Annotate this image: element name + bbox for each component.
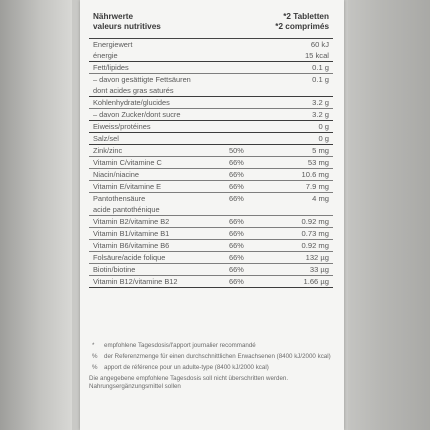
- nutrient-amount: [273, 157, 333, 169]
- reference-percent: [225, 97, 273, 109]
- nutrient-row: [89, 157, 333, 169]
- nutrient-name: [89, 181, 225, 193]
- footnote-2: [89, 353, 333, 361]
- nutrient-amount-line: 4 mg: [312, 194, 329, 203]
- nutrient-amount-line: 0.1 g: [312, 63, 329, 72]
- nutrient-name-line: Fett/lipides: [93, 63, 129, 72]
- nutrient-amount-line: 132 µg: [305, 253, 329, 262]
- nutrient-amount-line: 60 kJ: [310, 40, 329, 49]
- nutrient-name: [89, 62, 225, 74]
- nutrient-amount-line: 15 kcal: [304, 51, 329, 60]
- reference-percent: 50%: [225, 145, 273, 157]
- nutrient-amount: [273, 97, 333, 109]
- nutrient-amount-line: 33 µg: [309, 265, 329, 274]
- header-left-line2: valeurs nutritives: [93, 22, 161, 31]
- nutrient-row: [89, 276, 333, 288]
- nutrient-name: [89, 157, 225, 169]
- reference-percent: 66%: [225, 169, 273, 181]
- nutrient-amount: [273, 62, 333, 74]
- table-header: [89, 10, 333, 39]
- nutrient-name-line: Vitamin C/vitamine C: [93, 158, 162, 167]
- nutrient-row: [89, 228, 333, 240]
- nutrient-row: [89, 121, 333, 133]
- nutrient-row: [89, 169, 333, 181]
- nutrient-name: [89, 276, 225, 288]
- nutrient-name-line: Vitamin E/vitamine E: [93, 182, 162, 191]
- nutrient-name-line: Vitamin B6/vitamine B6: [93, 241, 170, 250]
- nutrient-amount: [273, 252, 333, 264]
- nutrient-amount: [273, 74, 333, 97]
- reference-percent: [225, 74, 273, 97]
- nutrient-row: [89, 39, 333, 62]
- nutrient-row: [89, 252, 333, 264]
- reference-percent: 66%: [225, 157, 273, 169]
- nutrient-name-line: acide pantothénique: [93, 205, 160, 214]
- nutrient-amount-line: 0 g: [318, 134, 329, 143]
- nutrient-name: [89, 133, 225, 145]
- reference-percent: [225, 109, 273, 121]
- reference-percent: 66%: [225, 252, 273, 264]
- footnote-text: empfohlene Tagesdosis/l'apport journalier recommandé: [104, 342, 256, 349]
- nutrition-table: [89, 39, 333, 288]
- background-right-edge: [348, 0, 430, 430]
- nutrient-name: [89, 74, 225, 97]
- reference-percent: [225, 133, 273, 145]
- nutrient-name: [89, 39, 225, 62]
- nutrient-row: [89, 145, 333, 157]
- nutrient-row: [89, 181, 333, 193]
- reference-percent: 66%: [225, 216, 273, 228]
- nutrient-name-line: dont acides gras saturés: [93, 86, 174, 95]
- nutrient-amount-line: 0.73 mg: [301, 229, 329, 238]
- nutrient-name-line: – davon Zucker/dont sucre: [93, 110, 181, 119]
- nutrient-row: [89, 97, 333, 109]
- nutrient-name: [89, 193, 225, 216]
- nutrient-name: [89, 109, 225, 121]
- nutrient-amount-line: 1.66 µg: [303, 277, 329, 286]
- header-right-line2: *2 comprimés: [275, 22, 329, 31]
- reference-percent: [225, 121, 273, 133]
- nutrient-name-line: Pantothensäure: [93, 194, 146, 203]
- nutrient-name-line: – davon gesättigte Fettsäuren: [93, 75, 191, 84]
- nutrient-amount-line: 10.6 mg: [301, 170, 329, 179]
- nutrient-name: [89, 264, 225, 276]
- nutrient-amount: [273, 264, 333, 276]
- nutrient-amount: [273, 133, 333, 145]
- nutrient-name: [89, 121, 225, 133]
- nutrient-name-line: Zink/zinc: [93, 146, 123, 155]
- nutrient-name: [89, 97, 225, 109]
- nutrient-name: [89, 228, 225, 240]
- header-right-line1: *2 Tabletten: [283, 12, 329, 21]
- reference-percent: 66%: [225, 193, 273, 216]
- nutrition-table-panel: [89, 10, 333, 288]
- nutrient-name-line: Vitamin B12/vitamine B12: [93, 277, 178, 286]
- nutrient-amount: [273, 181, 333, 193]
- reference-percent: 66%: [225, 240, 273, 252]
- reference-percent: [225, 62, 273, 74]
- nutrient-amount-line: 0.1 g: [312, 75, 329, 84]
- nutrient-amount: [273, 145, 333, 157]
- nutrient-name: [89, 240, 225, 252]
- nutrient-name-line: Salz/sel: [93, 134, 119, 143]
- reference-percent: 66%: [225, 276, 273, 288]
- nutrient-name-line: Eiweiss/protéines: [93, 122, 151, 131]
- nutrient-row: [89, 193, 333, 216]
- nutrition-label: [80, 0, 344, 430]
- footnote-3: [89, 364, 333, 372]
- footnote-1: [89, 342, 333, 350]
- nutrient-name-line: Vitamin B1/vitamine B1: [93, 229, 170, 238]
- nutrient-row: [89, 74, 333, 97]
- nutrient-amount: [273, 121, 333, 133]
- nutrient-row: [89, 264, 333, 276]
- nutrient-amount-line: 0 g: [318, 122, 329, 131]
- footnote-mark: %: [92, 364, 98, 371]
- nutrient-name-line: Niacin/niacine: [93, 170, 140, 179]
- reference-percent: 66%: [225, 228, 273, 240]
- nutrient-amount: [273, 228, 333, 240]
- reference-percent: [225, 39, 273, 62]
- nutrient-amount-line: 3.2 g: [312, 98, 329, 107]
- nutrient-amount-line: 53 mg: [307, 158, 329, 167]
- nutrient-name-line: Energiewert: [93, 40, 133, 49]
- nutrient-amount: [273, 240, 333, 252]
- footnote-mark: *: [92, 342, 95, 349]
- nutrient-amount-line: 0.92 mg: [301, 241, 329, 250]
- nutrient-name: [89, 252, 225, 264]
- nutrient-amount-line: 3.2 g: [312, 110, 329, 119]
- nutrition-rows: [89, 39, 333, 288]
- nutrient-name: [89, 169, 225, 181]
- footnote-mark: %: [92, 353, 98, 360]
- nutrient-amount-line: 0.92 mg: [301, 217, 329, 226]
- header-left-line1: Nährwerte: [93, 12, 134, 21]
- nutrient-amount: [273, 276, 333, 288]
- nutrient-row: [89, 240, 333, 252]
- nutrient-amount-line: 7.9 mg: [305, 182, 329, 191]
- nutrient-row: [89, 216, 333, 228]
- nutrient-name-line: Biotin/biotine: [93, 265, 136, 274]
- nutrient-amount: [273, 109, 333, 121]
- nutrient-amount: [273, 193, 333, 216]
- dosage-warning-text: Die angegebene empfohlene Tagesdosis soll nicht überschritten werden. Nahrungsergänzungsmittel sollen: [89, 375, 289, 390]
- nutrient-row: [89, 133, 333, 145]
- nutrient-name-line: Folsäure/acide folique: [93, 253, 166, 262]
- nutrient-name: [89, 216, 225, 228]
- footnotes: [89, 342, 333, 396]
- nutrient-name-line: Vitamin B2/vitamine B2: [93, 217, 170, 226]
- nutrient-name: [89, 145, 225, 157]
- footnote-text: der Referenzmenge für einen durchschnittlichen Erwachsenen (8400 kJ/2000 kcal): [104, 353, 331, 360]
- nutrient-name-line: Kohlenhydrate/glucides: [93, 98, 170, 107]
- nutrient-amount-line: 5 mg: [312, 146, 329, 155]
- background-left-edge: [0, 0, 72, 430]
- nutrient-amount: [273, 169, 333, 181]
- reference-percent: 66%: [225, 181, 273, 193]
- nutrient-row: [89, 109, 333, 121]
- nutrient-name-line: énergie: [93, 51, 118, 60]
- nutrient-row: [89, 62, 333, 74]
- reference-percent: 66%: [225, 264, 273, 276]
- nutrient-amount: [273, 216, 333, 228]
- nutrient-amount: [273, 39, 333, 62]
- footnote-text: apport de référence pour un adulte-type (8400 kJ/2000 kcal): [104, 364, 269, 371]
